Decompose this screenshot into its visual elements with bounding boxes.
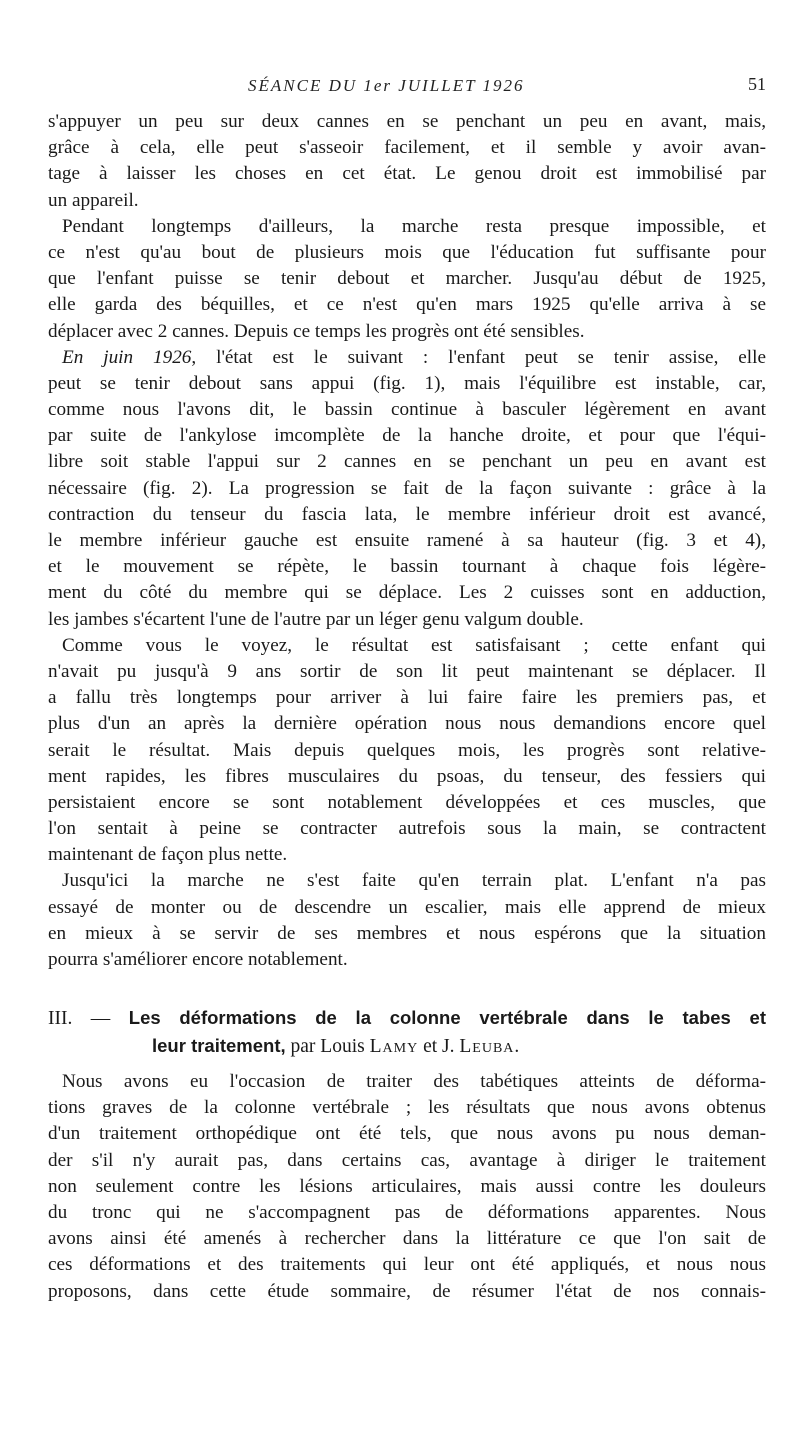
text-line: l'on sentait à peine se contracter autrefois sous la main, se contractent	[48, 818, 766, 840]
text-line: par suite de l'ankylose imcomplète de la hanche droite, et pour que l'équi-	[48, 425, 766, 447]
author-name: Leuba.	[459, 1036, 521, 1057]
section-title-part-1: Les déformations de la colonne vertébrale dans le tabes et	[128, 1007, 766, 1028]
text-line: du tronc qui ne s'accompagnent pas de déformations apparentes. Nous	[48, 1201, 766, 1223]
section-title-part-2: leur traitement,	[152, 1035, 286, 1056]
heading-line	[48, 1032, 766, 1060]
text-line: le membre inférieur gauche est ensuite ramené à sa hauteur (fig. 3 et 4),	[48, 530, 766, 551]
body-text-top	[48, 109, 766, 973]
text-line: tage à laisser les choses en cet état. Le genou droit est immobilisé par	[48, 163, 766, 185]
text-line: ment rapides, les fibres musculaires du psoas, du tenseur, des fessiers qui	[48, 765, 766, 787]
text-line: plus d'un an après la dernière opération nous nous demandions encore quel	[48, 713, 766, 735]
text-line: nécessaire (fig. 2). La progression se fait de la façon suivante : grâce à la	[48, 477, 766, 499]
text-line: n'avait pu jusqu'à 9 ans sortir de son lit peut maintenant se déplacer. Il	[48, 660, 766, 682]
text-line: et le mouvement se répète, le bassin tournant à chaque fois légère-	[48, 556, 766, 578]
text-line: a fallu très longtemps pour arriver à lui faire faire les premiers pas, et	[48, 687, 766, 709]
text-line: Nous avons eu l'occasion de traiter des tabétiques atteints de déforma-	[62, 1071, 766, 1092]
text-line: les jambes s'écartent l'une de l'autre par un léger genu valgum double.	[48, 608, 584, 630]
text-line: elle garda des béquilles, et ce n'est qu'en mars 1925 qu'elle arriva à se	[48, 294, 766, 316]
heading-line	[48, 1004, 766, 1032]
text-line: peut se tenir debout sans appui (fig. 1), mais l'équilibre est instable, car,	[48, 372, 766, 394]
text-line: Jusqu'ici la marche ne s'est faite qu'en terrain plat. L'enfant n'a pas	[62, 870, 766, 892]
text-line: serait le résultat. Mais depuis quelques mois, les progrès sont relative-	[48, 739, 766, 761]
text-line: grâce à cela, elle peut s'asseoir facilement, et il semble y avoir avan-	[48, 137, 766, 159]
section-numeral: III. —	[48, 1008, 111, 1029]
text-line: persistaient encore se sont notablement développées et ces muscles, que	[48, 791, 766, 813]
text-line: d'un traitement orthopédique ont été tels, que nous avons pu nous deman-	[48, 1123, 766, 1145]
author-name: Lamy	[369, 1036, 419, 1057]
text-line: proposons, dans cette étude sommaire, de résumer l'état de nos connais-	[48, 1280, 766, 1302]
text-line: Pendant longtemps d'ailleurs, la marche resta presque impossible, et	[62, 215, 766, 237]
body-text-bottom	[48, 1069, 766, 1305]
text-line: avons ainsi été amenés à rechercher dans la littérature ce que l'on sait de	[48, 1228, 766, 1250]
text-line: contraction du tenseur du fascia lata, le membre inférieur droit est avancé,	[48, 503, 766, 525]
text-line: pourra s'améliorer encore notablement.	[48, 949, 348, 970]
text-line: un appareil.	[48, 189, 139, 211]
text-line: en mieux à se servir de ses membres et nous espérons que la situation	[48, 922, 766, 944]
text-line: maintenant de façon plus nette.	[48, 844, 288, 866]
text-line: s'appuyer un peu sur deux cannes en se penchant un peu en avant, mais,	[48, 111, 766, 132]
byline-and: et J.	[423, 1036, 455, 1057]
section-heading	[48, 1004, 766, 1060]
running-head: SÉANCE DU 1er JUILLET 1926	[248, 76, 525, 95]
date-emphasis: En juin 1926	[62, 346, 192, 368]
text-line: que l'enfant puisse se tenir debout et marcher. Jusqu'au début de 1925,	[48, 268, 766, 290]
text-line: non seulement contre les lésions articulaires, mais aussi contre les douleurs	[48, 1175, 766, 1197]
text-span: , l'état est le suivant : l'enfant peut se tenir assise, elle	[191, 346, 766, 368]
text-line: ces déformations et des traitements qui leur ont été appliqués, et nous nous	[48, 1254, 766, 1276]
text-line: tions graves de la colonne vertébrale ; les résultats que nous avons obtenus	[48, 1097, 766, 1119]
text-line: ce n'est qu'au bout de plusieurs mois que l'éducation fut suffisante pour	[48, 241, 766, 263]
text-line: comme nous l'avons dit, le bassin continue à basculer légèrement en avant	[48, 399, 766, 421]
text-line: libre soit stable l'appui sur 2 cannes en se penchant un peu en avant est	[48, 451, 766, 473]
text-line: déplacer avec 2 cannes. Depuis ce temps les progrès ont été sensibles.	[48, 320, 585, 342]
text-line	[48, 345, 766, 371]
text-line: essayé de monter ou de descendre un escalier, mais elle apprend de mieux	[48, 896, 766, 918]
byline-by: par Louis	[290, 1036, 365, 1057]
page-number: 51	[748, 74, 766, 94]
text-line: der s'il n'y aurait pas, dans certains cas, avantage à diriger le traitement	[48, 1149, 766, 1171]
text-line: Comme vous le voyez, le résultat est satisfaisant ; cette enfant qui	[62, 634, 766, 656]
text-line: ment du côté du membre qui se déplace. Les 2 cuisses sont en adduction,	[48, 582, 766, 604]
